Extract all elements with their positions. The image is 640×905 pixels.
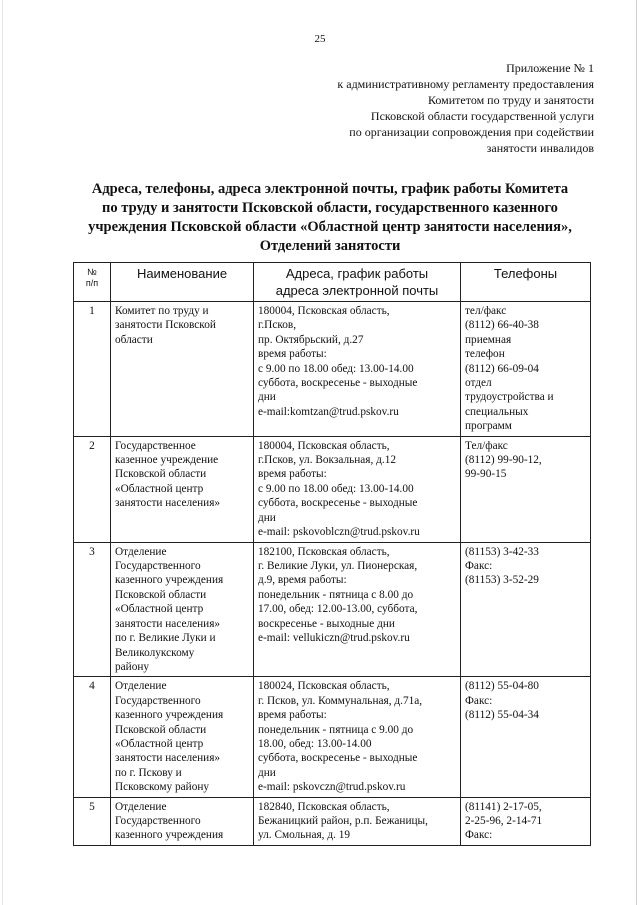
appendix-line: Приложение № 1 <box>506 61 594 75</box>
cell-line: (8112) 66-40-38 <box>465 319 539 332</box>
cell-line: казенного учреждения <box>115 829 224 842</box>
cell-line: 180024, Псковская область, <box>258 680 390 693</box>
row-address <box>254 797 461 845</box>
appendix-line: по организации сопровождения при содействии <box>349 125 594 139</box>
appendix-note <box>337 60 594 156</box>
cell-line: суббота, воскресенье - выходные <box>258 497 418 510</box>
cell-line: занятости населения» <box>115 752 221 765</box>
cell-line: 182100, Псковская область, <box>258 545 390 558</box>
row-name <box>111 797 254 845</box>
cell-line: казенного учреждения <box>115 574 224 587</box>
cell-line: пр. Октябрьский, д.27 <box>258 333 364 346</box>
cell-line: время работы: <box>258 709 327 722</box>
row-number: 2 <box>74 436 111 542</box>
row-name <box>111 677 254 797</box>
cell-line: г. Великие Луки, ул. Пионерская, <box>258 560 418 573</box>
page-number: 25 <box>314 33 326 45</box>
email-text: e-mail: pskovoblczn@trud.pskov.ru <box>258 526 420 539</box>
row-number: 5 <box>74 797 111 845</box>
cell-line: трудоустройства и <box>465 391 554 404</box>
cell-line: д.9, время работы: <box>258 574 347 587</box>
table-row <box>74 797 591 845</box>
cell-line: суббота, воскресенье - выходные <box>258 377 418 390</box>
cell-line: Государственного <box>115 694 201 707</box>
cell-line: отдел <box>465 377 492 390</box>
cell-line: району <box>115 660 150 673</box>
cell-line: занятости Псковской <box>115 319 216 332</box>
cell-line: Факс: <box>465 560 493 573</box>
cell-line: области <box>115 333 153 346</box>
row-address <box>254 436 461 542</box>
cell-line: 2-25-96, 2-14-71 <box>465 814 543 827</box>
table-row <box>74 542 591 677</box>
header-number <box>74 263 111 302</box>
cell-line: (81153) 3-42-33 <box>465 545 539 558</box>
cell-line: по г. Пскову и <box>115 766 182 779</box>
header-address-line: Адреса, график работы <box>285 266 429 281</box>
row-number: 4 <box>74 677 111 797</box>
header-address-line: адреса электронной почты <box>275 283 439 298</box>
cell-line: время работы: <box>258 468 327 481</box>
cell-line: 180004, Псковская область, <box>258 305 390 317</box>
cell-line: (8112) 99-90-12, <box>465 454 542 467</box>
cell-line: Комитет по труду и <box>115 305 209 317</box>
email-text: e-mail:komtzan@trud.pskov.ru <box>258 405 399 418</box>
appendix-line: занятости инвалидов <box>486 141 594 155</box>
row-name <box>111 302 254 437</box>
row-address <box>254 542 461 677</box>
cell-line: Государственного <box>115 814 201 827</box>
document-title <box>70 180 590 256</box>
cell-line: дни <box>258 511 276 524</box>
table-row <box>74 677 591 797</box>
appendix-line: к административному регламенту предоставления <box>337 77 594 91</box>
cell-line: приемная <box>465 333 512 346</box>
contacts-table <box>73 262 591 846</box>
cell-line: телефон <box>465 348 505 361</box>
title-line: Адреса, телефоны, адреса электронной почты, график работы Комитета <box>91 181 569 197</box>
cell-line: с 9.00 по 18.00 обед: 13.00-14.00 <box>258 362 414 375</box>
cell-line: 182840, Псковская область, <box>258 800 390 813</box>
row-phones <box>461 542 591 677</box>
cell-line: Отделение <box>115 545 167 558</box>
cell-line: Великолукскому <box>115 646 195 659</box>
title-line: по труду и занятости Псковской области, государственного казенного <box>102 200 558 216</box>
table-row <box>74 302 591 437</box>
cell-line: занятости населения» <box>115 497 221 510</box>
cell-line: Факс: <box>465 829 493 842</box>
header-name: Наименование <box>111 263 254 302</box>
email-text: e-mail: pskovczn@trud.pskov.ru <box>258 781 406 794</box>
cell-line: Псковской области <box>115 468 207 481</box>
cell-line: Факс: <box>465 694 493 707</box>
table-header-row <box>74 263 591 302</box>
cell-line: ул. Смольная, д. 19 <box>258 829 351 842</box>
scan-edge-right <box>636 0 637 905</box>
cell-line: занятости населения» <box>115 617 221 630</box>
cell-line: «Областной центр <box>115 482 204 495</box>
row-phones <box>461 436 591 542</box>
scan-edge-left <box>2 0 3 905</box>
table-row <box>74 436 591 542</box>
cell-line: казенное учреждение <box>115 454 219 467</box>
row-phones <box>461 302 591 437</box>
cell-line: программ <box>465 420 512 433</box>
row-phones <box>461 797 591 845</box>
cell-line: (81141) 2-17-05, <box>465 800 542 813</box>
cell-line: специальных <box>465 405 529 418</box>
cell-line: с 9.00 по 18.00 обед: 13.00-14.00 <box>258 482 414 495</box>
title-line: Отделений занятости <box>259 238 401 254</box>
cell-line: «Областной центр <box>115 603 204 616</box>
cell-line: дни <box>258 391 276 404</box>
cell-line: (8112) 55-04-34 <box>465 709 539 722</box>
cell-line: суббота, воскресенье - выходные <box>258 752 418 765</box>
cell-line: Отделение <box>115 680 167 693</box>
cell-line: казенного учреждения <box>115 709 224 722</box>
cell-line: Бежаницкий район, р.п. Бежаницы, <box>258 814 428 827</box>
cell-line: г.Псков, <box>258 319 297 332</box>
header-number-line: № <box>87 267 97 277</box>
row-name <box>111 542 254 677</box>
cell-line: г. Псков, ул. Коммунальная, д.71а, <box>258 694 423 707</box>
cell-line: 17.00, обед: 12.00-13.00, суббота, <box>258 603 418 616</box>
header-phones: Телефоны <box>461 263 591 302</box>
cell-line: Псковской области <box>115 588 207 601</box>
cell-line: (8112) 55-04-80 <box>465 680 539 693</box>
cell-line: Псковскому району <box>115 781 210 794</box>
cell-line: дни <box>258 766 276 779</box>
cell-line: Псковской области <box>115 723 207 736</box>
cell-line: понедельник - пятница с 9.00 до <box>258 723 414 736</box>
cell-line: Отделение <box>115 800 167 813</box>
row-number: 1 <box>74 302 111 437</box>
appendix-line: Комитетом по труду и занятости <box>427 93 594 107</box>
row-name <box>111 436 254 542</box>
row-number: 3 <box>74 542 111 677</box>
cell-line: воскресенье - выходные дни <box>258 617 395 630</box>
cell-line: (81153) 3-52-29 <box>465 574 539 587</box>
row-address <box>254 302 461 437</box>
cell-line: 99-90-15 <box>465 468 507 481</box>
header-number-line: п/п <box>85 278 99 288</box>
cell-line: понедельник - пятница с 8.00 до <box>258 588 414 601</box>
email-text: e-mail: vellukiczn@trud.pskov.ru <box>258 632 410 645</box>
appendix-line: Псковской области государственной услуги <box>370 109 594 123</box>
row-address <box>254 677 461 797</box>
cell-line: 18.00, обед: 13.00-14.00 <box>258 737 372 750</box>
cell-line: по г. Великие Луки и <box>115 632 216 645</box>
cell-line: тел/факс <box>465 305 507 317</box>
cell-line: Государственное <box>115 439 196 452</box>
cell-line: Тел/факс <box>465 439 508 452</box>
cell-line: «Областной центр <box>115 737 204 750</box>
header-address <box>254 263 461 302</box>
cell-line: 180004, Псковская область, <box>258 439 390 452</box>
cell-line: Государственного <box>115 560 201 573</box>
title-line: учреждения Псковской области «Областной центр занятости населения», <box>88 219 572 235</box>
row-phones <box>461 677 591 797</box>
cell-line: г.Псков, ул. Вокзальная, д.12 <box>258 454 396 467</box>
cell-line: (8112) 66-09-04 <box>465 362 539 375</box>
cell-line: время работы: <box>258 348 327 361</box>
